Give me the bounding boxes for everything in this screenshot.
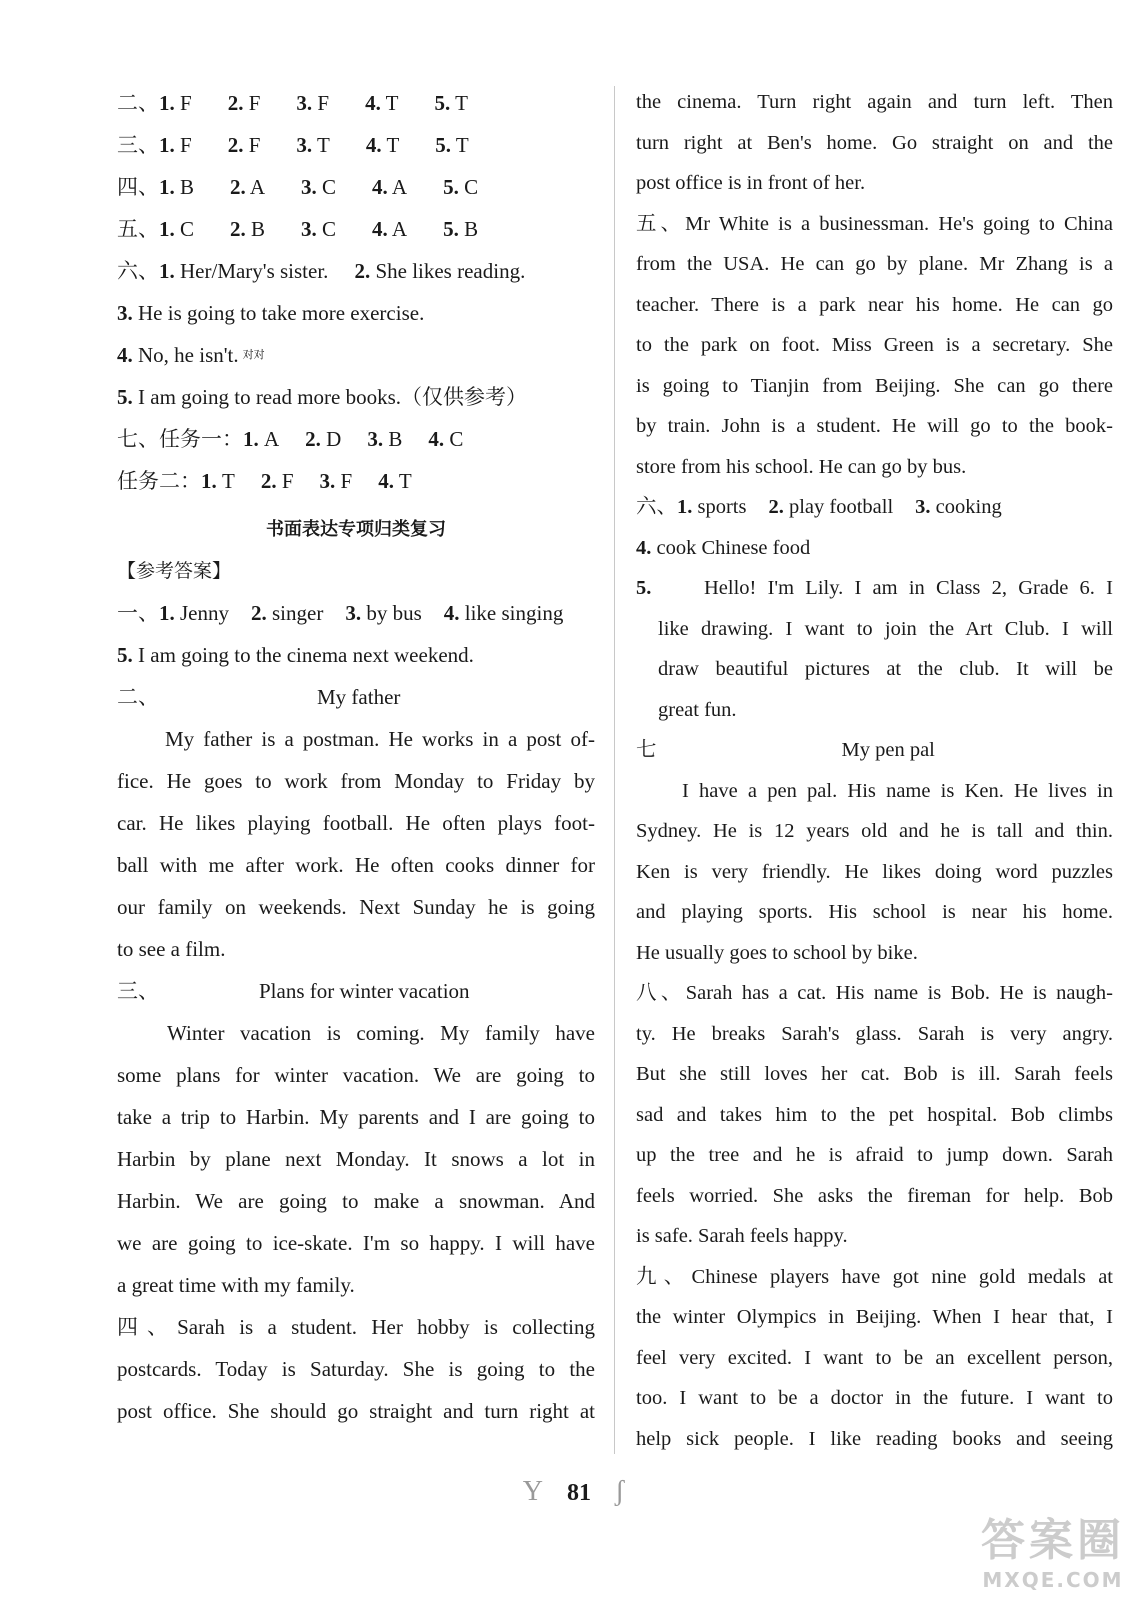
- essay-line: sad and takes him to the pet hospital. Bob climbs: [636, 1103, 1113, 1126]
- answer-row: [636, 487, 1113, 528]
- answer-item: 5. I am going to read more books.（仅供参考）: [117, 385, 528, 409]
- answer-item: 1. B: [159, 175, 195, 199]
- essay-line: to the park on foot. Miss Green is a secretary. She: [636, 334, 1113, 356]
- answer-item: 4. T: [365, 91, 399, 115]
- essay-line: is going to Tianjin from Beijing. She can go there: [636, 374, 1113, 397]
- answer-item: 1. sports: [677, 496, 747, 518]
- essay-line: our family on weekends. Next Sunday he is going: [117, 895, 595, 919]
- essay-line: Harbin by plane next Monday. It snows a lot in: [117, 1147, 595, 1171]
- answer-item: 1. A: [243, 427, 280, 451]
- answer-row: [117, 334, 595, 376]
- answer-item: 3. C: [301, 175, 337, 199]
- essay-line: from the USA. He can go by plane. Mr Zhang is a: [636, 253, 1113, 275]
- page-footer: [0, 1476, 1147, 1508]
- answer-item: 3. F: [296, 91, 330, 115]
- answer-row: [117, 376, 595, 418]
- essay-line: He usually goes to school by bike.: [636, 941, 918, 964]
- essay-line: great fun.: [658, 698, 737, 721]
- essay-line: Sydney. He is 12 years old and he is tall and thin.: [636, 820, 1113, 842]
- answer-item: 1. Her/Mary's sister.: [159, 259, 329, 283]
- answer-row: [117, 460, 595, 502]
- answer-item: 3. B: [367, 427, 403, 451]
- essay-line: some plans for winter vacation. We are going to: [117, 1063, 595, 1087]
- essay-line: we are going to ice-skate. I'm so happy. I will have: [117, 1231, 595, 1255]
- answer-item: 4. C: [428, 427, 464, 451]
- answer-label: 七、任务一：: [117, 427, 243, 451]
- answer-item: 3. T: [296, 133, 330, 157]
- essay-title: My father: [317, 685, 401, 709]
- essay-line: help sick people. I like reading books and seeing: [636, 1427, 1113, 1450]
- answer-label: 六、: [636, 496, 677, 518]
- answer-item: 1. C: [159, 217, 195, 241]
- answer-item: 5. I am going to the cinema next weekend.: [117, 643, 474, 667]
- answer-label: 二、: [117, 91, 159, 115]
- answer-label: 三、: [117, 133, 159, 157]
- section-title: 书面表达专项归类复习: [266, 519, 446, 540]
- answer-item: 2. D: [305, 427, 342, 451]
- answer-item: 4. A: [372, 217, 408, 241]
- answer-item: 5. B: [443, 217, 479, 241]
- answer-row: [117, 166, 595, 208]
- answer-item: 2. F: [227, 133, 261, 157]
- essay-line: Ken is very friendly. He likes doing word puzzles: [636, 860, 1113, 883]
- answer-number: 5.: [636, 577, 652, 599]
- answer-item: 2. F: [227, 91, 261, 115]
- essay-title-row: [117, 970, 595, 1012]
- answer-item: 1. F: [159, 91, 192, 115]
- reference-answer-label: 【参考答案】: [117, 560, 232, 582]
- page-number: 81: [566, 1480, 591, 1506]
- essay-line: feel very excited. I want to be an excellent person,: [636, 1346, 1113, 1369]
- answer-label: 五、: [117, 217, 159, 241]
- watermark-text: 答案圈: [981, 1515, 1125, 1566]
- essay-line: teacher. There is a park near his home. He can go: [636, 293, 1113, 316]
- essay-line: feels worried. She asks the fireman for help. Bob: [636, 1184, 1113, 1207]
- essay-line: ball with me after work. He often cooks dinner for: [117, 853, 595, 877]
- answer-label: 三、: [117, 979, 159, 1003]
- essay-line: Harbin. We are going to make a snowman. And: [117, 1189, 595, 1213]
- answer-item: 3. F: [319, 469, 353, 493]
- essay-line: Winter vacation is coming. My family have: [167, 1021, 595, 1045]
- answer-label: 四、: [117, 1315, 178, 1339]
- essay-title-row: [117, 676, 595, 718]
- essay-text: Sarah has a cat. His name is Bob. He is naugh-: [685, 982, 1113, 1004]
- essay-line: But she still loves her cat. Bob is ill. Sarah feels: [636, 1063, 1113, 1085]
- answer-item: 4. T: [365, 133, 400, 157]
- essay-line: too. I want to be a doctor in the future. I want to: [636, 1387, 1113, 1409]
- answer-row: [117, 208, 595, 250]
- answer-item: 5. T: [434, 91, 468, 115]
- essay-title-row: [636, 730, 1113, 771]
- essay-line: post office. She should go straight and turn right at: [117, 1399, 595, 1423]
- answer-label: 八、: [636, 982, 686, 1004]
- essay-line: post office is in front of her.: [636, 172, 866, 194]
- essay-line: like drawing. I want to join the Art Club. I will: [658, 617, 1113, 640]
- answer-item: 2. play football: [768, 496, 894, 518]
- essay-title: Plans for winter vacation: [259, 979, 470, 1003]
- answer-label: 任务二：: [117, 469, 201, 493]
- answer-item: 3. C: [301, 217, 337, 241]
- essay-line: fice. He goes to work from Monday to Friday by: [117, 769, 595, 793]
- right-column: [636, 82, 1113, 1459]
- answer-item: 4. A: [372, 175, 408, 199]
- essay-line: draw beautiful pictures at the club. It will be: [658, 658, 1113, 680]
- essay-line: postcards. Today is Saturday. She is going to the: [117, 1357, 595, 1381]
- essay-line: [117, 1306, 595, 1348]
- essay-line: ty. He breaks Sarah's glass. Sarah is very angry.: [636, 1022, 1113, 1045]
- answer-item: 2. A: [230, 175, 266, 199]
- essay-line: [636, 204, 1113, 245]
- answer-row: [117, 292, 595, 334]
- answer-row: [117, 250, 595, 292]
- answer-label: 五、: [636, 212, 686, 235]
- answer-item: 5. C: [443, 175, 479, 199]
- essay-line: take a trip to Harbin. My parents and I are going to: [117, 1105, 595, 1129]
- essay-title: My pen pal: [841, 739, 935, 761]
- answer-label: 七: [636, 739, 657, 761]
- answer-item: 2. B: [230, 217, 266, 241]
- essay-line: [636, 568, 1113, 609]
- answer-label: 一、: [117, 601, 159, 625]
- answer-row: [117, 82, 595, 124]
- answer-item: 2. She likes reading.: [354, 259, 526, 283]
- answer-item: 2. F: [260, 469, 294, 493]
- answer-label: 六、: [117, 259, 159, 283]
- essay-line: the cinema. Turn right again and turn left. Then: [636, 91, 1113, 113]
- answer-row: [117, 124, 595, 166]
- left-ornament-icon: Y: [522, 1476, 543, 1507]
- essay-line: [636, 973, 1113, 1014]
- essay-line: car. He likes playing football. He often plays foot-: [117, 811, 595, 835]
- essay-line: My father is a postman. He works in a post of-: [165, 727, 595, 751]
- right-ornament-icon: ʃ: [614, 1476, 625, 1507]
- answer-item: 1. F: [159, 133, 192, 157]
- answer-item: 3. by bus: [345, 601, 422, 625]
- answer-item: 4. like singing: [443, 601, 564, 625]
- essay-line: I have a pen pal. His name is Ken. He lives in: [682, 779, 1113, 802]
- essay-text: Chinese players have got nine gold medals at: [691, 1265, 1113, 1288]
- essay-text: Mr White is a businessman. He's going to China: [685, 212, 1113, 235]
- essay-line: the winter Olympics in Beijing. When I hear that, I: [636, 1306, 1113, 1328]
- essay-text: Hello! I'm Lily. I am in Class 2, Grade 6. I: [704, 577, 1113, 599]
- left-column: [117, 82, 595, 1432]
- answer-item: 4. T: [378, 469, 412, 493]
- handwritten-mark: 对对: [242, 349, 265, 361]
- essay-line: by train. John is a student. He will go to the book-: [636, 415, 1113, 437]
- column-divider: [614, 86, 615, 1454]
- essay-line: store from his school. He can go by bus.: [636, 455, 967, 478]
- answer-item: 3. He is going to take more exercise.: [117, 301, 425, 325]
- answer-item: 4. No, he isn't.: [117, 343, 239, 367]
- answer-item: 3. cooking: [915, 496, 1002, 518]
- watermark-logo: [981, 1504, 1125, 1592]
- essay-line: a great time with my family.: [117, 1273, 355, 1297]
- essay-line: and playing sports. His school is near his home.: [636, 901, 1113, 923]
- answer-row: [117, 592, 595, 634]
- essay-text: Sarah is a student. Her hobby is collecting: [177, 1315, 595, 1339]
- essay-line: up the tree and he is afraid to jump down. Sarah: [636, 1144, 1113, 1166]
- answer-item: 4. cook Chinese food: [636, 536, 811, 559]
- answer-item: 1. Jenny: [159, 601, 229, 625]
- answer-item: 2. singer: [251, 601, 324, 625]
- answer-label: 二、: [117, 685, 159, 709]
- answer-label: 四、: [117, 175, 159, 199]
- answer-item: 1. T: [201, 469, 235, 493]
- watermark-url: MXQE.COM: [982, 1568, 1124, 1592]
- answer-item: 5. T: [435, 133, 469, 157]
- answer-label: 九、: [636, 1265, 692, 1288]
- essay-line: to see a film.: [117, 937, 226, 961]
- essay-line: turn right at Ben's home. Go straight on and the: [636, 131, 1113, 154]
- answer-row: [117, 418, 595, 460]
- essay-line: [636, 1257, 1113, 1298]
- essay-line: is safe. Sarah feels happy.: [636, 1225, 848, 1247]
